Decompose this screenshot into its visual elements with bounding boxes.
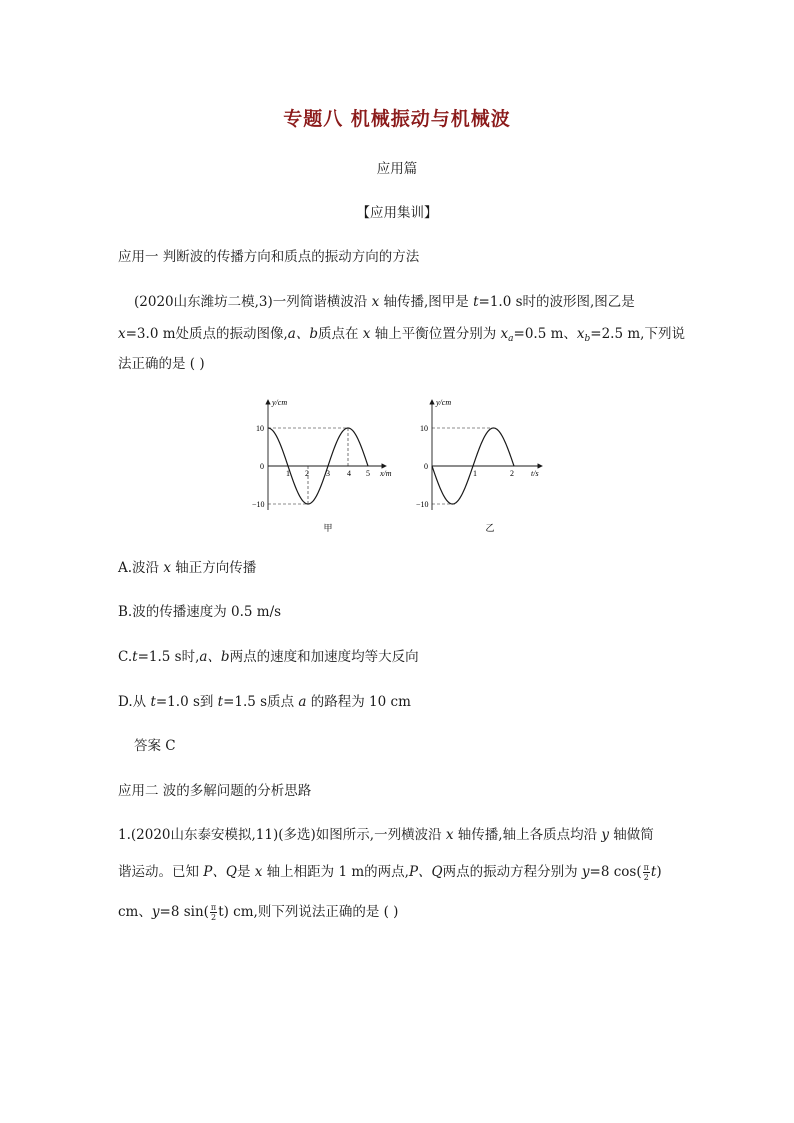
y-tick-label: 10: [420, 424, 428, 433]
x-tick-label: 3: [326, 469, 330, 478]
pi-over-2-fraction: $\frac{\pi}{2}$: [210, 903, 217, 922]
option-b[interactable]: B.波的传播速度为 0.5 m/s: [118, 604, 282, 620]
page-title: 专题八 机械振动与机械波: [283, 108, 511, 130]
figure-caption: 甲: [323, 523, 333, 533]
question-source: (2020山东潍坊二模,3): [134, 294, 273, 310]
x-tick-label: 1: [286, 469, 290, 478]
subtitle: 应用篇: [376, 161, 418, 177]
question2-line-2: 谐运动。已知 P、Q是 x 轴上相距为 1 m的两点,P、Q两点的振动方程分别为 y=8 cos( $\frac{\pi}{2}$ t): [118, 863, 662, 882]
figure-caption: 乙: [485, 523, 495, 533]
y-tick-label: 0: [260, 462, 264, 471]
wave-graph-jia: [248, 392, 408, 537]
y-axis-label: y/cm: [272, 398, 288, 407]
option-d[interactable]: D.从 t=1.0 s到 t=1.5 s质点 a 的路程为 10 cm: [118, 694, 411, 710]
y-tick-label: 0: [424, 462, 428, 471]
y-tick-label: 10: [256, 424, 264, 433]
t-tick-label: 2: [510, 469, 514, 478]
y-tick-label: −10: [252, 500, 265, 509]
question-line-3: 法正确的是 ( ): [118, 356, 205, 372]
option-a[interactable]: A.波沿 x 轴正方向传播: [118, 560, 257, 576]
y-axis-label: y/cm: [436, 398, 452, 407]
answer: 答案 C: [134, 738, 176, 754]
pi-over-2-fraction: $\frac{\pi}{2}$: [643, 863, 649, 882]
x-tick-label: 2: [305, 469, 309, 478]
question2-line-1: 1.(2020山东泰安模拟,11)(多选)如图所示,一列横波沿 x 轴传播,轴上各质点均沿 y 轴做简: [118, 827, 654, 843]
app2-heading: 应用二 波的多解问题的分析思路: [118, 783, 312, 799]
t-axis-label: t/s: [531, 469, 539, 478]
question2-line-3: cm、y=8 sin( $\frac{\pi}{2}$ t) cm,则下列说法正确的是 ( ): [118, 903, 399, 922]
question-line-2: x=3.0 m处质点的振动图像,a、b质点在 x 轴上平衡位置分别为 $x_a=0.5$ m、$x_b=2.5$ m,下列说: [118, 326, 685, 344]
x-axis-label: x/m: [380, 469, 392, 478]
section-heading: 【应用集训】: [356, 205, 438, 221]
t-tick-label: 1: [473, 469, 477, 478]
question-line-1: (2020山东潍坊二模,3)一列简谐横波沿 x 轴传播,图甲是 t=1.0 s时的波形图,图乙是: [134, 294, 635, 310]
x-tick-label: 4: [347, 469, 351, 478]
app1-heading: 应用一 判断波的传播方向和质点的振动方向的方法: [118, 249, 420, 265]
vibration-graph-yi: [412, 392, 552, 537]
y-tick-label: −10: [416, 500, 429, 509]
x-tick-label: 5: [366, 469, 370, 478]
option-c[interactable]: C.t=1.5 s时,a、b两点的速度和加速度均等大反向: [118, 649, 419, 665]
